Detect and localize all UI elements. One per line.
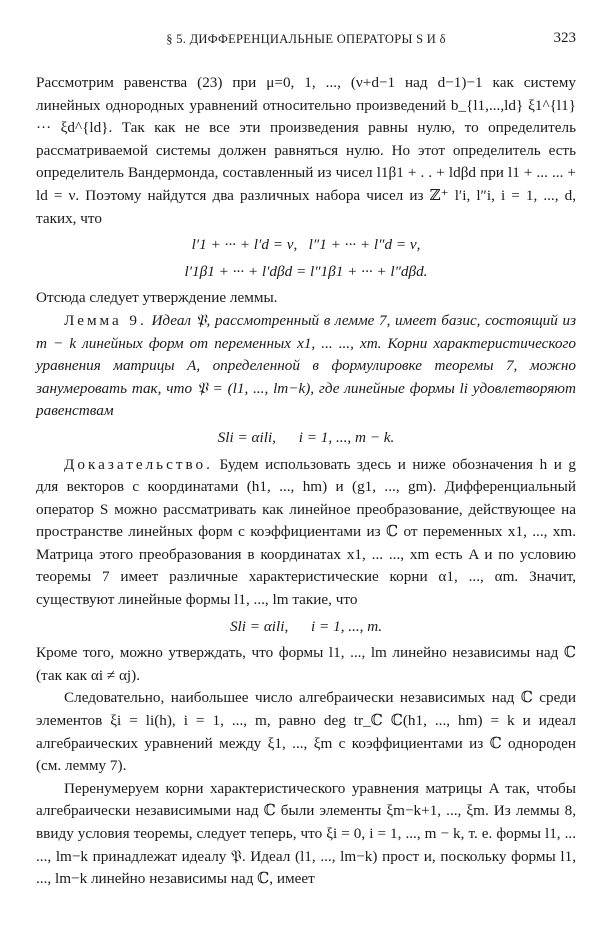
- formula-eigen-1: Sli = αili, i = 1, ..., m − k.: [217, 428, 395, 446]
- proof: [36, 454, 576, 612]
- paragraph-algebraic: Следовательно, наибольшее число алгебраически независимых над ℂ среди элементов ξi = li(h), i = 1, ..., m, равно deg tr_ℂ ℂ(h1, ..., hm) = k и идеал алгебраических уравнений между ξ1, ..., ξm с коэффициентами из ℂ однороден (см. лемму 7).: [36, 689, 576, 775]
- proof-text: Будем использовать здесь и ниже обозначения h и g для векторов с координатами (h1, ..., hm) и (g1, ..., gm). Дифференциальный оператор S можно рассматривать как линейное преобразование, действующее на пространстве линейных форм с коэффициентами из ℂ от переменных x1, ..., xm. Матрица этого преобразования в координатах x1, ... ..., xm есть A и по условию теоремы 7 имеет различные характеристические корни α1, ..., αm. Значит, существуют линейные формы l1, ..., lm такие, что: [36, 455, 577, 609]
- paragraph-vandermonde: Рассмотрим равенства (23) при μ=0, 1, ..., (ν+d−1 над d−1)−1 как систему линейных однородных уравнений относительно произведений b_{l1,...,ld} ξ1^{l1} ··· ξd^{ld}. Так как не все эти произведения равны нулю, то определитель рассматриваемой системы должен равняться нулю. Но этот определитель есть определитель Вандермонда, составленный из чисел l1β1 + . . + ldβd при l1 + ... ... + ld = ν. Поэтому найдутся два различных набора чисел из ℤ⁺ l′i, l″i, i = 1, ..., d, таких, что: [36, 74, 576, 227]
- formula-weighted-equal: l′1β1 + ··· + l′dβd = l″1β1 + ··· + l″dβd.: [184, 262, 428, 280]
- paragraph-renumber: Перенумеруем корни характеристического уравнения матрицы A так, чтобы алгебраически независимыми над ℂ были элементы ξm−k+1, ..., ξm. Из леммы 8, ввиду условия теоремы, следует теперь, что ξi = 0, i = 1, ..., m − k, т. е. формы l1, ... ..., lm−k принадлежат идеалу 𝔓. Идеал (l1, ..., lm−k) прост и, поскольку формы l1, ..., lm−k линейно независимы над ℂ, имеет: [36, 779, 576, 888]
- lemma-text: Идеал 𝔓, рассмотренный в лемме 7, имеет базис, состоящий из m − k линейных форм от переменных x1, ... ..., xm. Корни характеристического уравнения матрицы A, определенной в формулировке теоремы 7, можно занумеровать так, что 𝔓 = (l1, ..., lm−k), где линейные формы li удовлетворяют равенствам: [36, 311, 577, 420]
- paragraph-independence: Кроме того, можно утверждать, что формы l1, ..., lm линейно независимы над ℂ (так как αi ≠ αj).: [36, 644, 576, 684]
- proof-title: Доказательство.: [64, 455, 213, 473]
- page-number: 323: [553, 30, 576, 46]
- page-header: [36, 30, 576, 50]
- formula-sum-equal: l′1 + ··· + l′d = ν, l″1 + ··· + l″d = ν,: [191, 236, 421, 254]
- paragraph-conclusion: Отсюда следует утверждение леммы.: [36, 289, 278, 307]
- page-body: [36, 72, 576, 891]
- running-head: § 5. ДИФФЕРЕНЦИАЛЬНЫЕ ОПЕРАТОРЫ S И δ: [166, 32, 446, 46]
- lemma-9: [36, 310, 576, 423]
- lemma-title: Лемма 9.: [64, 311, 147, 329]
- formula-eigen-2: Sli = αili, i = 1, ..., m.: [229, 617, 383, 635]
